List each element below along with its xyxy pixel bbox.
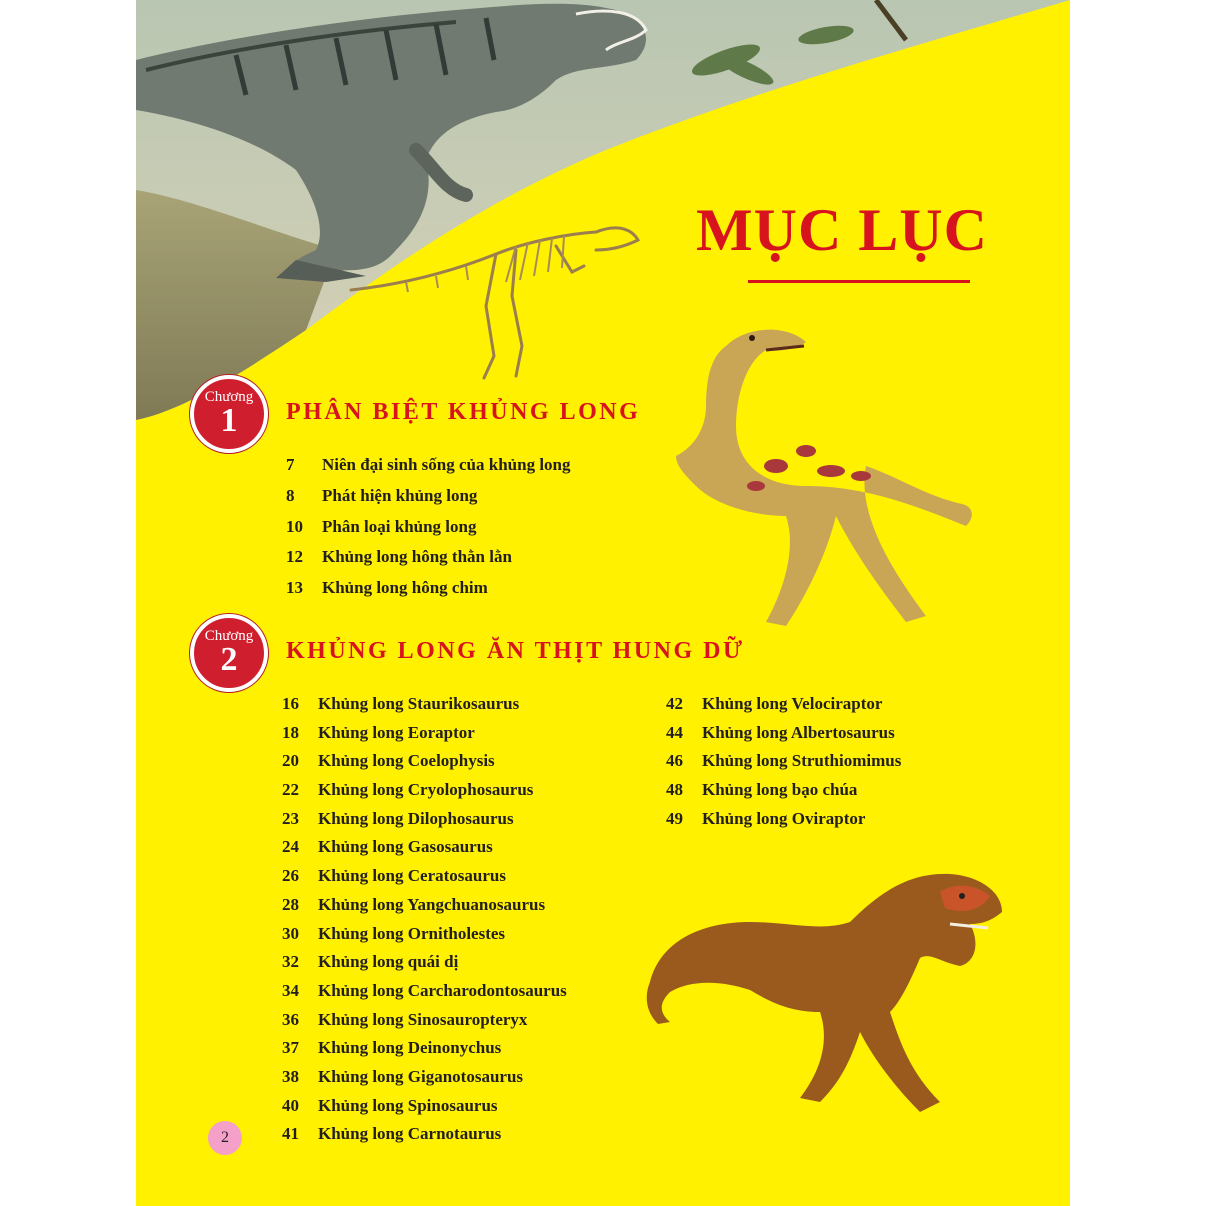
toc-entry[interactable]: 46 Khủng long Struthiomimus bbox=[666, 751, 902, 770]
toc-entry[interactable]: 34 Khủng long Carcharodontosaurus bbox=[282, 981, 567, 1000]
toc-entry[interactable]: 10 Phân loại khủng long bbox=[286, 517, 477, 536]
toc-entry[interactable]: 20 Khủng long Coelophysis bbox=[282, 751, 495, 770]
toc-entry[interactable]: 48 Khủng long bạo chúa bbox=[666, 780, 858, 799]
toc-entry[interactable]: 32 Khủng long quái dị bbox=[282, 952, 459, 971]
tyrannosaurus-skeleton-illustration bbox=[346, 206, 646, 386]
toc-entry[interactable]: 7 Niên đại sinh sống của khủng long bbox=[286, 455, 571, 474]
chapter-number: 1 bbox=[220, 402, 238, 439]
toc-entry[interactable]: 44 Khủng long Albertosaurus bbox=[666, 723, 895, 742]
toc-entry[interactable]: 36 Khủng long Sinosauropteryx bbox=[282, 1010, 528, 1029]
carnotaurus-illustration bbox=[640, 862, 1010, 1132]
title-underline bbox=[748, 280, 970, 283]
toc-entry[interactable]: 16 Khủng long Staurikosaurus bbox=[282, 694, 520, 713]
toc-entry[interactable]: 37 Khủng long Deinonychus bbox=[282, 1038, 502, 1057]
toc-entry[interactable]: 38 Khủng long Giganotosaurus bbox=[282, 1067, 524, 1086]
chapter-number: 2 bbox=[220, 641, 238, 678]
toc-entry[interactable]: 30 Khủng long Ornitholestes bbox=[282, 924, 506, 943]
toc-entry[interactable]: 28 Khủng long Yangchuanosaurus bbox=[282, 895, 546, 914]
toc-entry[interactable]: 40 Khủng long Spinosaurus bbox=[282, 1096, 498, 1115]
page-number-badge: 2 bbox=[208, 1121, 242, 1155]
toc-entry[interactable]: 26 Khủng long Ceratosaurus bbox=[282, 866, 506, 885]
chapter-2-title: KHỦNG LONG ĂN THỊT HUNG DỮ bbox=[286, 638, 745, 664]
toc-entry[interactable]: 24 Khủng long Gasosaurus bbox=[282, 837, 493, 856]
toc-entry[interactable]: 12 Khủng long hông thằn lằn bbox=[286, 547, 512, 566]
chapter-1-title: PHÂN BIỆT KHỦNG LONG bbox=[286, 399, 641, 425]
chapter-label: Chương bbox=[204, 389, 254, 405]
toc-entry[interactable]: 13 Khủng long hông chim bbox=[286, 578, 488, 597]
toc-entry[interactable]: 8 Phát hiện khủng long bbox=[286, 486, 478, 505]
coelophysis-illustration bbox=[656, 316, 986, 636]
toc-entry[interactable]: 41 Khủng long Carnotaurus bbox=[282, 1124, 502, 1143]
chapter-1-badge bbox=[190, 375, 268, 453]
toc-page bbox=[136, 0, 1070, 1206]
page-title: MỤC LỤC bbox=[696, 197, 988, 263]
toc-entry[interactable]: 22 Khủng long Cryolophosaurus bbox=[282, 780, 534, 799]
toc-entry[interactable]: 18 Khủng long Eoraptor bbox=[282, 723, 475, 742]
chapter-2-badge bbox=[190, 614, 268, 692]
chapter-label: Chương bbox=[204, 628, 254, 644]
toc-entry[interactable]: 42 Khủng long Velociraptor bbox=[666, 694, 883, 713]
toc-entry[interactable]: 23 Khủng long Dilophosaurus bbox=[282, 809, 514, 828]
toc-entry[interactable]: 49 Khủng long Oviraptor bbox=[666, 809, 866, 828]
